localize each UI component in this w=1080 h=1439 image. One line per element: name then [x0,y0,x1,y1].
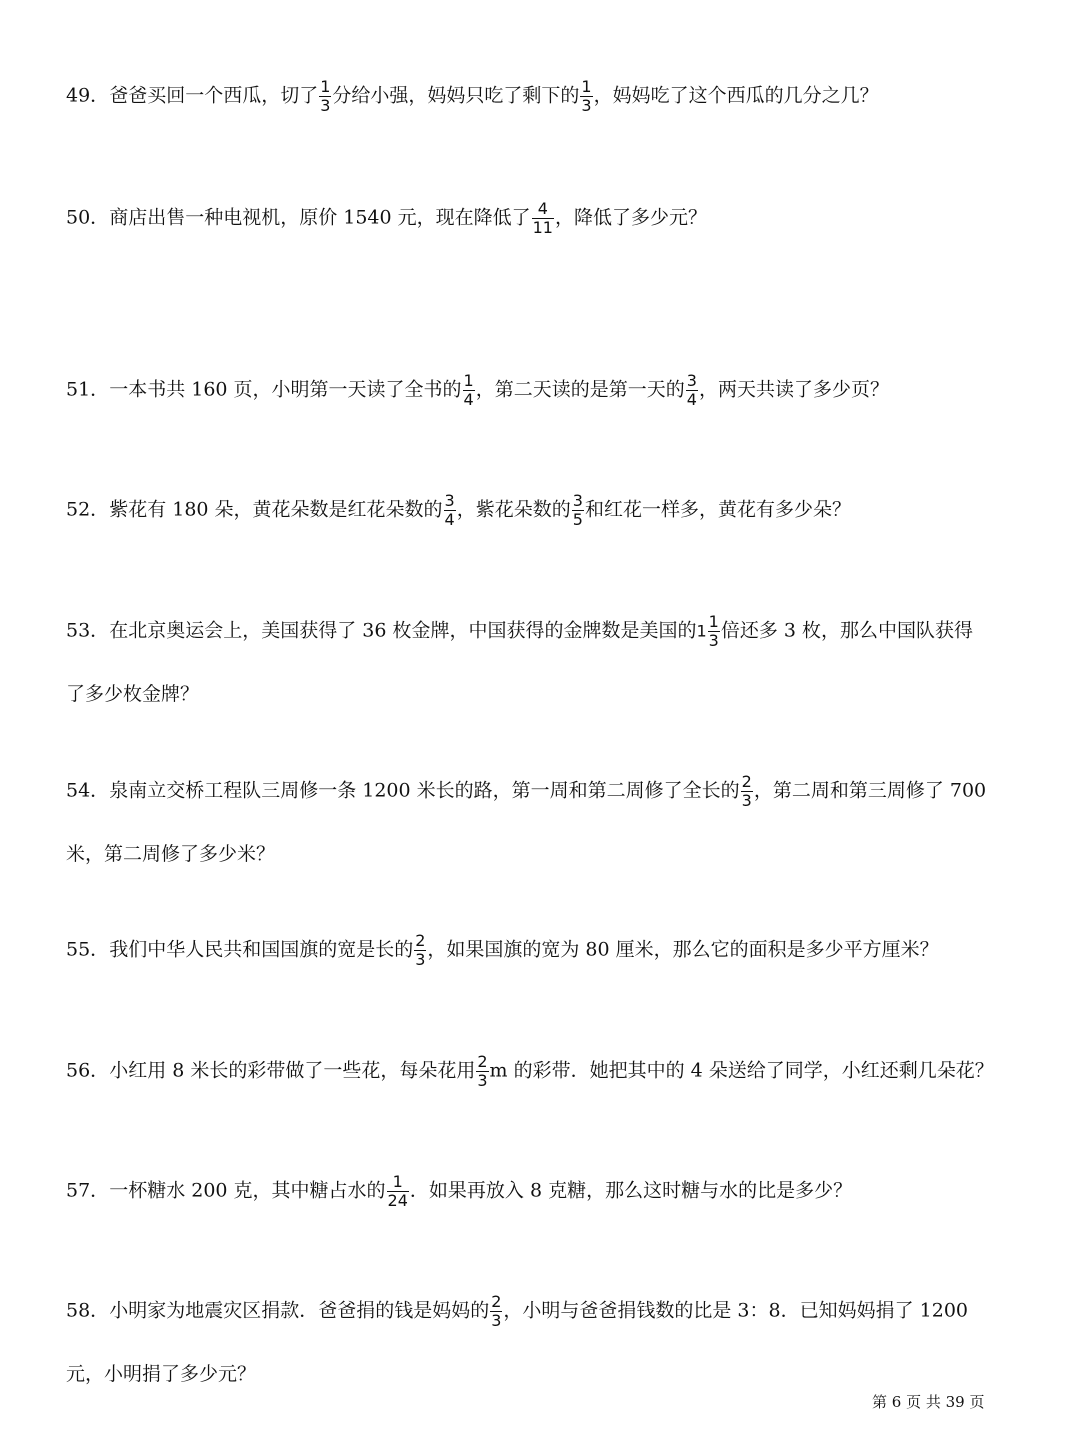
problem-text: ，降低了多少元？ [554,206,707,229]
problem-56 [66,1053,1026,1090]
problem-text: 了多少枚金牌？ [66,683,200,705]
problem-text: 倍还多 3 枚，那么中国队获得 [720,619,973,642]
problem-text: 小红用 8 米长的彩带做了一些花，每朵花用 [109,1059,476,1082]
fraction: $\frac{1}{3}$ [320,77,331,115]
problem-text: m 的彩带．她把其中的 4 朵送给了同学，小红还剩几朵花？ [489,1059,994,1082]
problem-50 [66,200,1026,237]
problem-text: 我们中华人民共和国国旗的宽是长的 [109,938,414,961]
problem-text: ，紫花朵数的 [456,498,571,521]
problem-text: 元，小明捐了多少元？ [66,1363,257,1385]
problem-58 [66,1293,1026,1384]
problem-text: 一本书共 160 页，小明第一天读了全书的 [109,378,462,401]
problem-number: 49． [66,84,110,107]
problem-number: 52． [66,498,110,521]
problem-number: 55． [66,938,110,961]
problem-number: 50． [66,206,110,229]
fraction: $\frac{1}{4}$ [463,371,474,409]
problem-text: 商店出售一种电视机，原价 1540 元，现在降低了 [109,206,531,229]
problem-text: ，第二周和第三周修了 700 [753,779,987,802]
fraction: $\frac{3}{4}$ [444,491,455,529]
problem-text: 米，第二周修了多少米？ [66,843,276,865]
problem-text: 紫花有 180 朵，黄花朵数是红花朵数的 [109,498,443,521]
problem-text: ，小明与爸爸捐钱数的比是 3：8．已知妈妈捐了 1200 [503,1299,969,1322]
problem-number: 56． [66,1059,110,1082]
problem-number: 51． [66,378,110,401]
problem-text: ，两天共读了多少页？ [698,378,889,401]
fraction: $\frac{4}{11}$ [532,199,553,237]
problem-text: 小明家为地震灾区捐款．爸爸捐的钱是妈妈的 [109,1299,490,1322]
problem-49 [66,78,1026,115]
problem-text: ，妈妈吃了这个西瓜的几分之几？ [593,84,879,107]
problem-51 [66,372,1026,409]
problem-57 [66,1173,1026,1210]
problem-text: ，第二天读的是第一天的 [475,378,685,401]
problem-text: 泉南立交桥工程队三周修一条 1200 米长的路，第一周和第二周修了全长的 [109,779,740,802]
problem-text: ，如果国旗的宽为 80 厘米，那么它的面积是多少平方厘米？ [427,938,939,961]
fraction: $\frac{2}{3}$ [477,1052,488,1090]
fraction: $\frac{1}{3}$ [708,612,719,650]
problem-text: ．如果再放入 8 克糖，那么这时糖与水的比是多少？ [409,1179,853,1202]
fraction: $\frac{2}{3}$ [415,931,426,969]
problem-text: 分给小强，妈妈只吃了剩下的 [332,84,580,107]
problem-number: 54． [66,779,110,802]
fraction: $\frac{3}{4}$ [686,371,697,409]
problem-52 [66,492,1026,529]
problem-number: 57． [66,1179,110,1202]
problem-55 [66,932,1026,969]
problem-text: 在北京奥运会上，美国获得了 36 枚金牌，中国获得的金牌数是美国的 [109,619,697,642]
mixed-number-whole: 1 [696,621,707,641]
fraction: $\frac{3}{5}$ [572,491,583,529]
fraction: $\frac{2}{3}$ [491,1292,502,1330]
problem-54 [66,773,1026,864]
problem-number: 53． [66,619,110,642]
problem-text: 一杯糖水 200 克，其中糖占水的 [109,1179,386,1202]
problem-text: 爸爸买回一个西瓜，切了 [109,84,319,107]
fraction: $\frac{1}{3}$ [581,77,592,115]
page-footer: 第 6 页 共 39 页 [872,1393,985,1411]
fraction: $\frac{1}{24}$ [387,1172,408,1210]
problem-number: 58． [66,1299,110,1322]
problem-53 [66,613,1026,704]
problem-text: 和红花一样多，黄花有多少朵？ [584,498,851,521]
fraction: $\frac{2}{3}$ [741,772,752,810]
